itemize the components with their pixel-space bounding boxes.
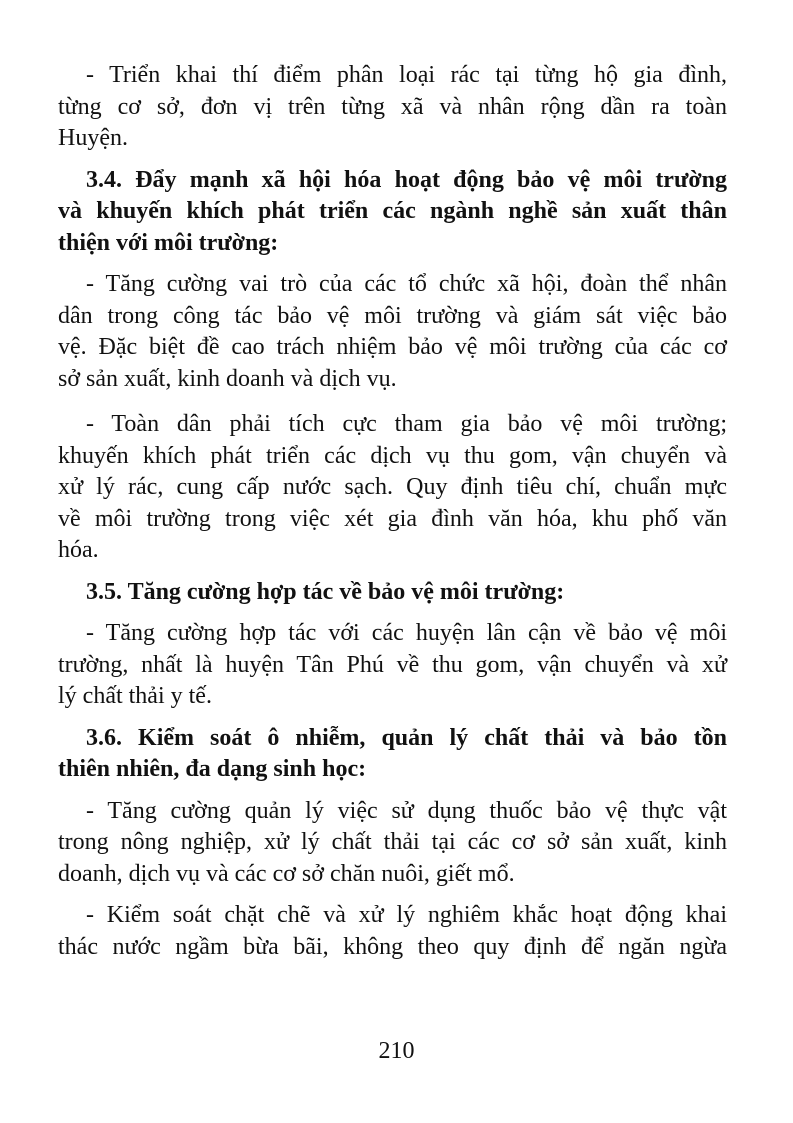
text-line: - Tăng cường vai trò của các tổ chức xã hội, đoàn thể nhân bbox=[86, 271, 727, 297]
text-line: xử lý rác, cung cấp nước sạch. Quy định tiêu chí, chuẩn mực bbox=[58, 474, 727, 500]
page-number: 210 bbox=[378, 1038, 415, 1064]
section-heading-3-6 bbox=[58, 723, 727, 786]
text-line: dân trong công tác bảo vệ môi trường và giám sát việc bảo bbox=[58, 302, 727, 329]
section-heading-3-5 bbox=[58, 577, 727, 609]
paragraph-social-organizations bbox=[58, 269, 727, 395]
text-line: - Triển khai thí điểm phân loại rác tại từng hộ gia đình, bbox=[86, 62, 727, 88]
text-line: thác nước ngầm bừa bãi, không theo quy định để ngăn ngừa bbox=[58, 933, 727, 960]
text-line: hóa. bbox=[58, 537, 99, 563]
paragraph-pesticide-management bbox=[58, 796, 727, 891]
text-line: sở sản xuất, kinh doanh và dịch vụ. bbox=[58, 365, 397, 392]
text-line: vệ. Đặc biệt đề cao trách nhiệm bảo vệ môi trường của các cơ bbox=[58, 334, 727, 360]
heading-line: 3.4. Đẩy mạnh xã hội hóa hoạt động bảo vệ môi trường bbox=[86, 166, 727, 193]
heading-line: 3.5. Tăng cường hợp tác về bảo vệ môi trường: bbox=[86, 578, 565, 605]
heading-line: thiện với môi trường: bbox=[58, 229, 279, 256]
text-line: - Tăng cường quản lý việc sử dụng thuốc bảo vệ thực vật bbox=[86, 797, 727, 824]
heading-line: và khuyến khích phát triển các ngành nghề sản xuất thân bbox=[58, 198, 727, 224]
text-line: - Tăng cường hợp tác với các huyện lân cận về bảo vệ môi bbox=[86, 620, 727, 646]
paragraph-groundwater-control bbox=[58, 900, 727, 963]
text-line: lý chất thải y tế. bbox=[58, 683, 212, 709]
text-line: Huyện. bbox=[58, 125, 128, 151]
paragraph-public-participation bbox=[58, 409, 727, 567]
text-line: doanh, dịch vụ và các cơ sở chăn nuôi, giết mổ. bbox=[58, 860, 515, 887]
text-line: về môi trường trong việc xét gia đình văn hóa, khu phố văn bbox=[58, 505, 727, 532]
text-line: trường, nhất là huyện Tân Phú về thu gom, vận chuyển và xử bbox=[58, 651, 727, 678]
page-body bbox=[58, 60, 727, 963]
text-line: trong nông nghiệp, xử lý chất thải tại các cơ sở sản xuất, kinh bbox=[58, 829, 727, 855]
paragraph-neighbor-cooperation bbox=[58, 618, 727, 713]
paragraph-trial-waste-sorting bbox=[58, 60, 727, 155]
section-heading-3-4 bbox=[58, 165, 727, 260]
text-line: từng cơ sở, đơn vị trên từng xã và nhân rộng dần ra toàn bbox=[58, 93, 727, 120]
text-line: khuyến khích phát triển các dịch vụ thu gom, vận chuyển và bbox=[58, 442, 727, 469]
text-line: - Kiểm soát chặt chẽ và xử lý nghiêm khắc hoạt động khai bbox=[86, 902, 727, 928]
heading-line: 3.6. Kiểm soát ô nhiễm, quản lý chất thải và bảo tồn bbox=[86, 724, 727, 751]
text-line: - Toàn dân phải tích cực tham gia bảo vệ môi trường; bbox=[86, 411, 727, 437]
heading-line: thiên nhiên, đa dạng sinh học: bbox=[58, 756, 367, 782]
